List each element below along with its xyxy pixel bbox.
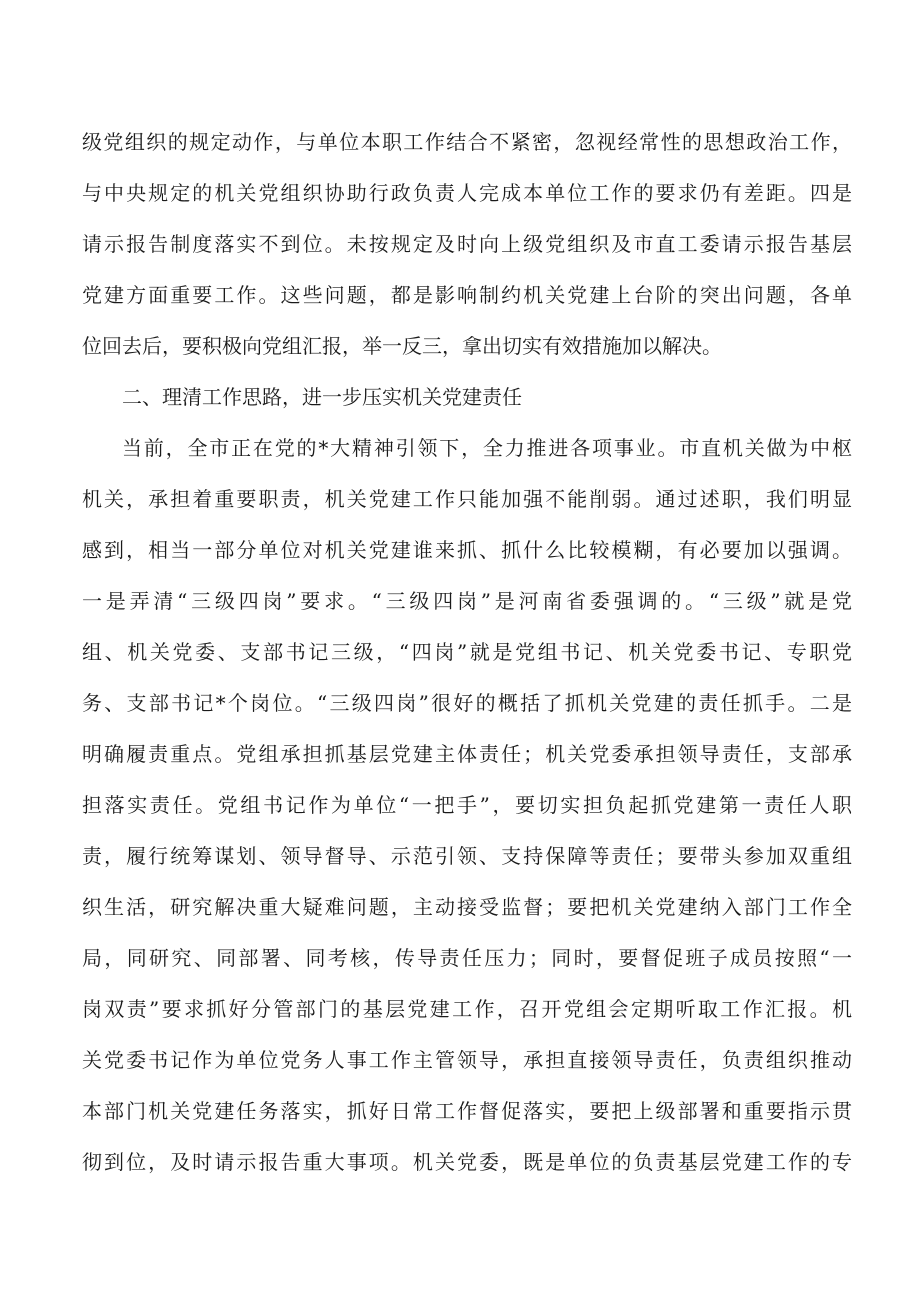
text-line: 机关，承担着重要职责，机关党建工作只能加强不能削弱。通过述职，我们明显 (82, 487, 852, 511)
text-line: 责，履行统筹谋划、领导督导、示范引领、支持保障等责任；要带头参加双重组 (82, 844, 852, 868)
section-heading: 二、理清工作思路，进一步压实机关党建责任 (122, 385, 522, 409)
text-line: 明确履责重点。党组承担抓基层党建主体责任；机关党委承担领导责任，支部承 (82, 742, 852, 766)
text-line: 感到，相当一部分单位对机关党建谁来抓、抓什么比较模糊，有必要加以强调。 (82, 538, 852, 562)
text-line: 关党委书记作为单位党务人事工作主管领导，承担直接领导责任，负责组织推动 (82, 1048, 852, 1072)
text-line: 岗双责”要求抓好分管部门的基层党建工作，召开党组会定期听取工作汇报。机 (82, 997, 852, 1021)
text-line: 担落实责任。党组书记作为单位“一把手”，要切实担负起抓党建第一责任人职 (82, 793, 852, 817)
text-line: 请示报告制度落实不到位。未按规定及时向上级党组织及市直工委请示报告基层 (82, 232, 852, 256)
text-line: 一是弄清“三级四岗”要求。“三级四岗”是河南省委强调的。“三级”就是党 (82, 589, 852, 613)
text-line: 织生活，研究解决重大疑难问题，主动接受监督；要把机关党建纳入部门工作全 (82, 895, 852, 919)
text-line: 局，同研究、同部署、同考核，传导责任压力；同时，要督促班子成员按照“一 (82, 946, 852, 970)
text-line: 务、支部书记*个岗位。“三级四岗”很好的概括了抓机关党建的责任抓手。二是 (82, 691, 852, 715)
text-line: 彻到位，及时请示报告重大事项。机关党委，既是单位的负责基层党建工作的专 (82, 1150, 852, 1174)
text-line: 级党组织的规定动作，与单位本职工作结合不紧密，忽视经常性的思想政治工作， (82, 130, 852, 154)
text-line: 与中央规定的机关党组织协助行政负责人完成本单位工作的要求仍有差距。四是 (82, 181, 852, 205)
text-line: 位回去后，要积极向党组汇报，举一反三，拿出切实有效措施加以解决。 (82, 334, 722, 358)
text-line: 当前，全市正在党的*大精神引领下，全力推进各项事业。市直机关做为中枢 (122, 436, 852, 460)
text-line: 党建方面重要工作。这些问题，都是影响制约机关党建上台阶的突出问题，各单 (82, 283, 852, 307)
text-line: 本部门机关党建任务落实，抓好日常工作督促落实，要把上级部署和重要指示贯 (82, 1099, 852, 1123)
text-line: 组、机关党委、支部书记三级，“四岗”就是党组书记、机关党委书记、专职党 (82, 640, 852, 664)
